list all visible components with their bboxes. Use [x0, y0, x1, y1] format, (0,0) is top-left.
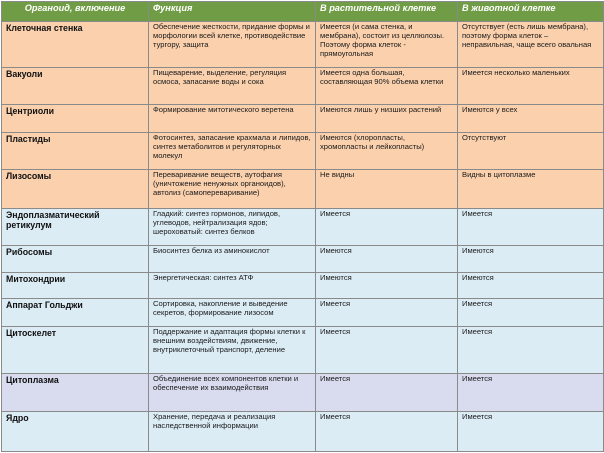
plant-cell-value: Имеется (и сама стенка, и мембрана), состоит из целлюлозы. Поэтому форма клеток - прямоугольная — [316, 22, 458, 68]
function-cell: Пищеварение, выделение, регуляция осмоса, запасание воды и сока — [149, 68, 316, 105]
animal-cell-value: Имеются — [458, 273, 604, 299]
organelle-name: Эндоплазматический ретикулум — [2, 209, 149, 246]
function-cell: Поддержание и адаптация формы клетки к внешним воздействиям, движение, внутриклеточный транспорт, деление — [149, 327, 316, 374]
organelle-name: Лизосомы — [2, 170, 149, 209]
animal-cell-value: Имеются у всех — [458, 105, 604, 133]
table-row — [2, 412, 604, 452]
plant-cell-value: Имеются — [316, 246, 458, 273]
plant-cell-value: Имеется — [316, 209, 458, 246]
organelle-name: Центриоли — [2, 105, 149, 133]
animal-cell-value: Видны в цитоплазме — [458, 170, 604, 209]
organelle-name: Ядро — [2, 412, 149, 452]
function-cell: Энергетическая: синтез АТФ — [149, 273, 316, 299]
organelle-comparison-table — [1, 1, 604, 452]
function-cell: Фотосинтез, запасание крахмала и липидов, синтез метаболитов и регуляторных молекул — [149, 133, 316, 170]
plant-cell-value: Имеются (хлоропласты, хромопласты и лейкопласты) — [316, 133, 458, 170]
function-cell: Гладкий: синтез гормонов, липидов, углеводов, нейтрализация ядов; шероховатый: синтез белков — [149, 209, 316, 246]
function-cell: Обеспечение жесткости, придание формы и морфологии всей клетке, противодействие тургору, защита — [149, 22, 316, 68]
animal-cell-value: Имеется — [458, 374, 604, 412]
function-cell: Биосинтез белка из аминокислот — [149, 246, 316, 273]
plant-cell-value: Имеется одна большая, составляющая 90% объема клетки — [316, 68, 458, 105]
animal-cell-value: Имеется — [458, 412, 604, 452]
animal-cell-value: Имеются — [458, 246, 604, 273]
table-row — [2, 209, 604, 246]
animal-cell-value: Имеется несколько маленьких — [458, 68, 604, 105]
plant-cell-value: Имеется — [316, 327, 458, 374]
table-row — [2, 327, 604, 374]
table-row — [2, 246, 604, 273]
table-row — [2, 105, 604, 133]
organelle-name: Митохондрии — [2, 273, 149, 299]
organelle-name: Рибосомы — [2, 246, 149, 273]
header-animal-cell: В животной клетке — [458, 2, 604, 22]
table-row — [2, 170, 604, 209]
plant-cell-value: Имеются лишь у низших растений — [316, 105, 458, 133]
table-row — [2, 22, 604, 68]
table-row — [2, 68, 604, 105]
plant-cell-value: Не видны — [316, 170, 458, 209]
function-cell: Переваривание веществ, аутофагия (уничтожение ненужных органоидов), автолиз (самопереваривание) — [149, 170, 316, 209]
organelle-name: Цитоскелет — [2, 327, 149, 374]
organelle-name: Цитоплазма — [2, 374, 149, 412]
organelle-name: Аппарат Гольджи — [2, 299, 149, 327]
organelle-name: Клеточная стенка — [2, 22, 149, 68]
plant-cell-value: Имеется — [316, 299, 458, 327]
animal-cell-value: Имеется — [458, 299, 604, 327]
table-row — [2, 273, 604, 299]
function-cell: Формирование митотического веретена — [149, 105, 316, 133]
header-row — [2, 2, 604, 22]
animal-cell-value: Имеется — [458, 327, 604, 374]
plant-cell-value: Имеется — [316, 412, 458, 452]
table-row — [2, 299, 604, 327]
plant-cell-value: Имеются — [316, 273, 458, 299]
plant-cell-value: Имеется — [316, 374, 458, 412]
organelle-name: Вакуоли — [2, 68, 149, 105]
table-row — [2, 374, 604, 412]
header-organelle: Органоид, включение — [2, 2, 149, 22]
table-body — [2, 22, 604, 452]
table-row — [2, 133, 604, 170]
animal-cell-value: Отсутствует (есть лишь мембрана), поэтому форма клеток – неправильная, чаще всего овальная — [458, 22, 604, 68]
animal-cell-value: Имеется — [458, 209, 604, 246]
function-cell: Сортировка, накопление и выведение секретов, формирование лизосом — [149, 299, 316, 327]
header-plant-cell: В растительной клетке — [316, 2, 458, 22]
animal-cell-value: Отсутствуют — [458, 133, 604, 170]
organelle-name: Пластиды — [2, 133, 149, 170]
function-cell: Хранение, передача и реализация наследственной информации — [149, 412, 316, 452]
function-cell: Объединение всех компонентов клетки и обеспечение их взаимодействия — [149, 374, 316, 412]
header-function: Функция — [149, 2, 316, 22]
table-header — [2, 2, 604, 22]
